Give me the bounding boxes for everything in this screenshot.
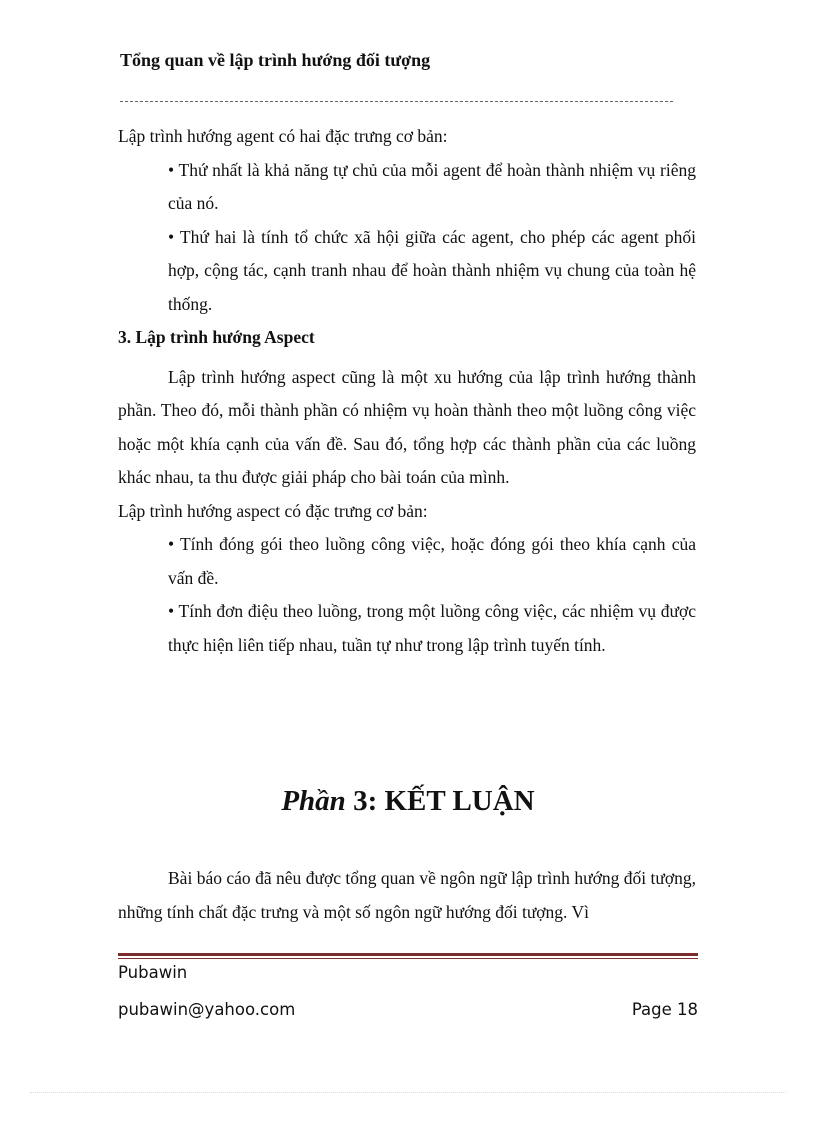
aspect-paragraph: Lập trình hướng aspect cũng là một xu hướng của lập trình hướng thành phần. Theo đó, mỗi thành phần có nhiệm vụ hoàn thành theo một luồng công việc hoặc một khía cạnh của vấn đề. Sau đó, tổng hợp các thành phần của các luồng khác nhau, ta thu được giải pháp cho bài toán của mình. xyxy=(118,366,696,487)
footer-author: Pubawin xyxy=(118,963,188,982)
aspect-intro: Lập trình hướng aspect có đặc trưng cơ bản: xyxy=(118,500,428,521)
footer-email: pubawin@yahoo.com xyxy=(118,1000,296,1019)
page-bottom-edge xyxy=(30,1092,786,1093)
running-header-title: Tổng quan về lập trình hướng đối tượng xyxy=(120,50,431,70)
section-heading-aspect: 3. Lập trình hướng Aspect xyxy=(118,327,315,347)
agent-bullet-2: • Thứ hai là tính tổ chức xã hội giữa các agent, cho phép các agent phối hợp, cộng tác, cạnh tranh nhau để hoàn thành nhiệm vụ chung của toàn hệ thống. xyxy=(168,226,696,314)
header-divider xyxy=(120,101,673,102)
conclusion-paragraph: Bài báo cáo đã nêu được tổng quan về ngôn ngữ lập trình hướng đối tượng, những tính chất đặc trưng và một số ngôn ngữ hướng đối tượng. Vì xyxy=(118,868,696,922)
footer-divider-thin xyxy=(118,958,698,959)
footer-page-number: Page 18 xyxy=(631,1000,698,1019)
part-title xyxy=(0,785,816,818)
aspect-bullet-1: • Tính đóng gói theo luồng công việc, hoặc đóng gói theo khía cạnh của vấn đề. xyxy=(168,534,696,588)
page-body xyxy=(118,120,696,662)
part-title-italic: Phần xyxy=(281,785,346,817)
part-title-rest: 3: KẾT LUẬN xyxy=(345,785,535,817)
aspect-bullet-2: • Tính đơn điệu theo luồng, trong một luồng công việc, các nhiệm vụ được thực hiện liên tiếp nhau, tuần tự như trong lập trình tuyến tính. xyxy=(168,601,696,655)
footer-divider-thick xyxy=(118,953,698,956)
conclusion-section xyxy=(118,862,696,929)
agent-bullet-1: • Thứ nhất là khả năng tự chủ của mỗi agent để hoàn thành nhiệm vụ riêng của nó. xyxy=(168,159,696,213)
footer-line xyxy=(118,1000,698,1019)
agent-intro: Lập trình hướng agent có hai đặc trưng cơ bản: xyxy=(118,126,448,146)
